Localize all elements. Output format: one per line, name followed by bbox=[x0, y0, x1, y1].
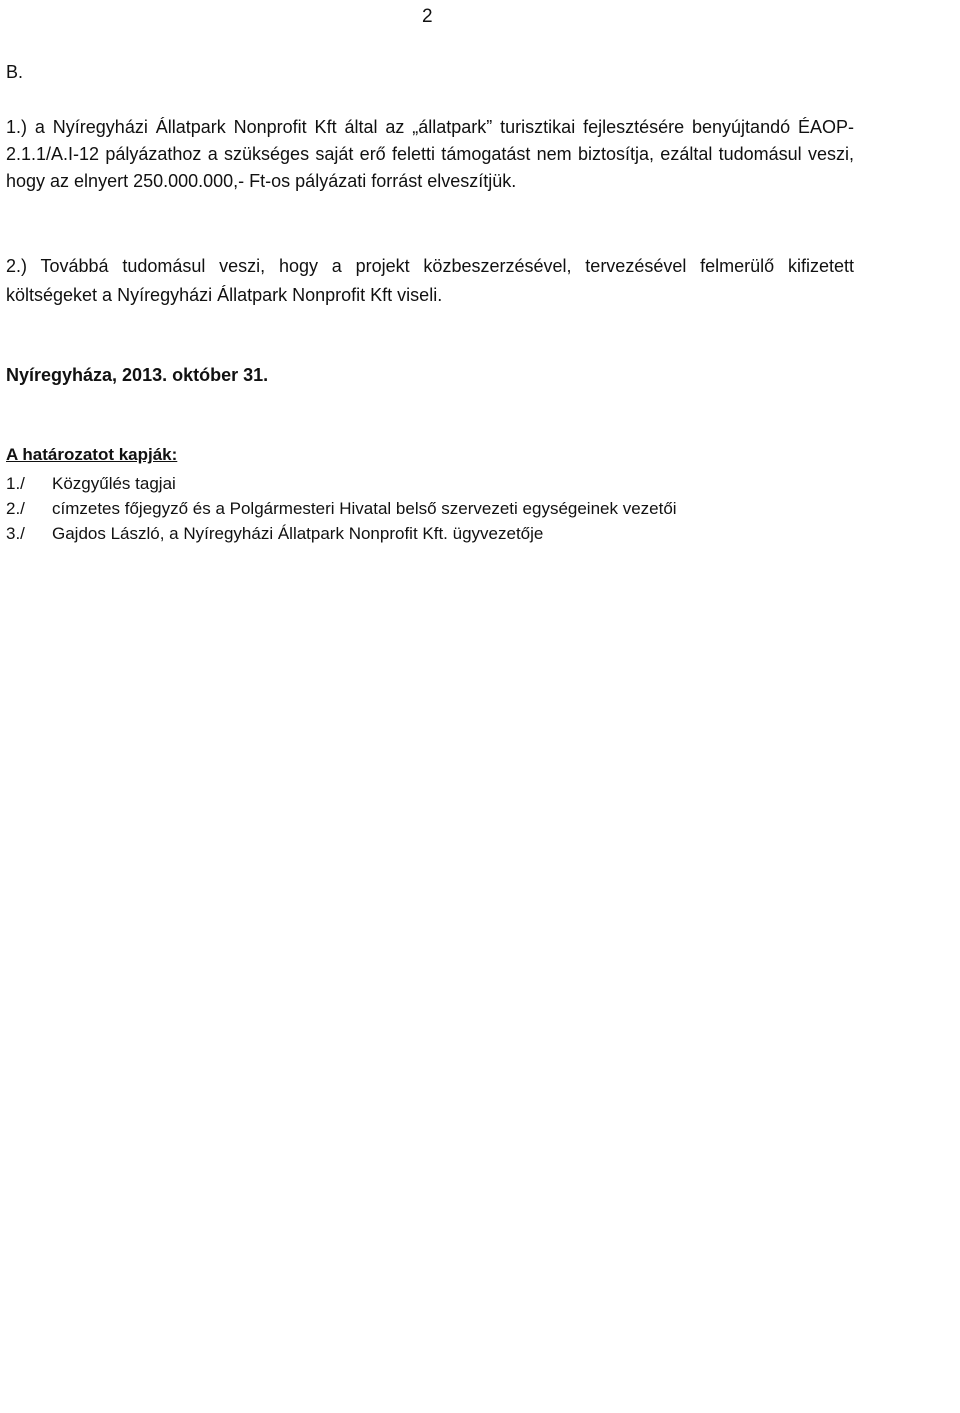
list-item-text: címzetes főjegyző és a Polgármesteri Hivatal belső szervezeti egységeinek vezetői bbox=[52, 499, 677, 518]
list-item-number: 2./ bbox=[6, 499, 25, 518]
list-item bbox=[6, 521, 677, 546]
paragraph-1: 1.) a Nyíregyházi Állatpark Nonprofit Kft által az „állatpark” turisztikai fejlesztésére benyújtandó ÉAOP-2.1.1/A.I-12 pályázathoz a szükséges saját erő feletti támogatást nem biztosítja, ezáltal tudomásul veszi, hogy az elnyert 250.000.000,- Ft-os pályázati forrást elveszítjük. bbox=[6, 117, 854, 191]
list-item-text: Gajdos László, a Nyíregyházi Állatpark Nonprofit Kft. ügyvezetője bbox=[52, 524, 544, 543]
list-item bbox=[6, 471, 677, 496]
date-line: Nyíregyháza, 2013. október 31. bbox=[6, 365, 269, 385]
recipients-list bbox=[6, 471, 677, 546]
recipients-heading: A határozatot kapják: bbox=[6, 445, 178, 464]
page-number: 2 bbox=[422, 6, 433, 27]
list-item-number: 3./ bbox=[6, 524, 25, 543]
list-item-number: 1./ bbox=[6, 474, 25, 493]
list-item bbox=[6, 496, 677, 521]
paragraph-2: 2.) Továbbá tudomásul veszi, hogy a projekt közbeszerzésével, tervezésével felmerülő kifizetett költségeket a Nyíregyházi Állatpark Nonprofit Kft viseli. bbox=[6, 256, 854, 305]
section-letter: B. bbox=[6, 62, 24, 82]
list-item-text: Közgyűlés tagjai bbox=[52, 474, 176, 493]
